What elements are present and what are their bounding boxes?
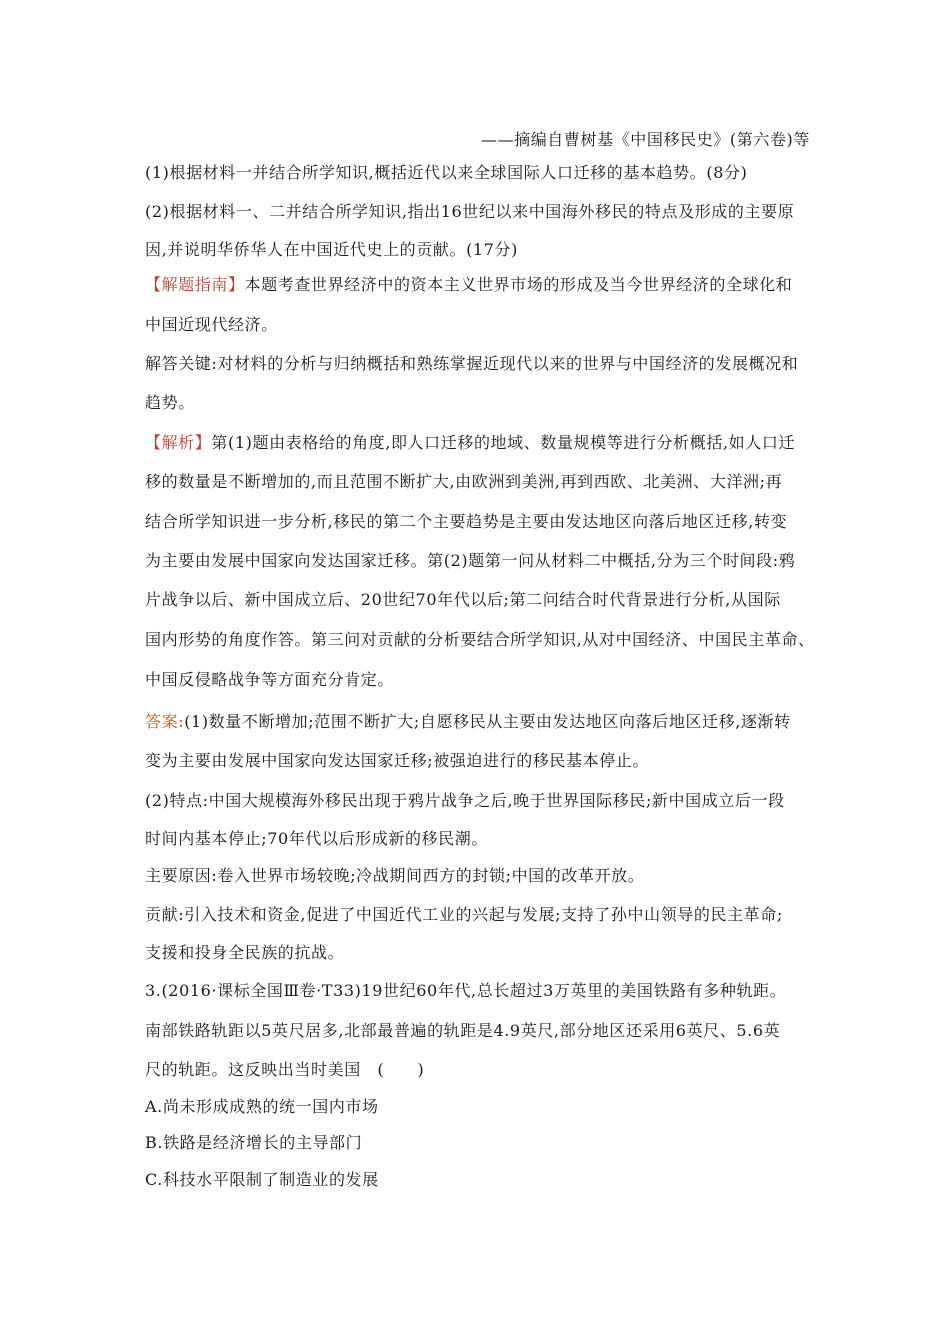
analysis-text-1: 第(1)题由表格给的角度,即人口迁移的地域、数量规模等进行分析概括,如人口迁 xyxy=(211,433,796,452)
answer-line-2: 变为主要由发展中国家向发达国家迁移;被强迫进行的移民基本停止。 xyxy=(145,751,649,770)
answer-text-1: (1)数量不断增加;范围不断扩大;自愿移民从主要由发达地区向落后地区迁移,逐渐转 xyxy=(184,712,791,731)
answer-line-7: 支援和投身全民族的抗战。 xyxy=(145,943,345,962)
option-a: A.尚未形成成熟的统一国内市场 xyxy=(145,1097,379,1116)
guide-line-1 xyxy=(145,275,792,295)
analysis-label: 【解析】 xyxy=(145,433,212,452)
analysis-line-3: 结合所学知识进一步分析,移民的第二个主要趋势是主要由发达地区向落后地区迁移,转变 xyxy=(145,512,788,531)
question-3-line-2: 南部铁路轨距以5英尺居多,北部最普遍的轨距是4.9英尺,部分地区还采用6英尺、5.6英 xyxy=(145,1021,781,1040)
answer-line-3: (2)特点:中国大规模海外移民出现于鸦片战争之后,晚于世界国际移民;新中国成立后一段 xyxy=(145,791,785,810)
question-1: (1)根据材料一并结合所学知识,概括近代以来全球国际人口迁移的基本趋势。(8分) xyxy=(145,163,748,182)
question-3-line-1: 3.(2016·课标全国Ⅲ卷·T33)19世纪60年代,总长超过3万英里的美国铁路有多种轨距。 xyxy=(145,981,787,1000)
analysis-line-5: 片战争以后、新中国成立后、20世纪70年代以后;第二问结合时代背景进行分析,从国际 xyxy=(145,590,781,609)
answer-line-5: 主要原因:卷入世界市场较晚;冷战期间西方的封锁;中国的改革开放。 xyxy=(145,866,645,885)
answer-line-4: 时间内基本停止;70年代以后形成新的移民潮。 xyxy=(145,829,488,848)
guide-line-2: 中国近现代经济。 xyxy=(145,315,278,334)
guide-label: 【解题指南】 xyxy=(145,275,245,294)
answer-line-6: 贡献:引入技术和资金,促进了中国近代工业的兴起与发展;支持了孙中山领导的民主革命; xyxy=(145,905,783,924)
answer-line-1 xyxy=(145,712,791,732)
source-citation: ——摘编自曹树基《中国移民史》(第六卷)等 xyxy=(480,130,810,149)
question-2-line-2: 因,并说明华侨华人在中国近代史上的贡献。(17分) xyxy=(145,240,518,259)
question-3-line-3: 尺的轨距。这反映出当时美国 ( ) xyxy=(145,1060,425,1079)
option-c: C.科技水平限制了制造业的发展 xyxy=(145,1170,379,1189)
analysis-line-1 xyxy=(145,433,795,453)
guide-key-line-2: 趋势。 xyxy=(145,393,195,412)
analysis-line-2: 移的数量是不断增加的,而且范围不断扩大,由欧洲到美洲,再到西欧、北美洲、大洋洲;再 xyxy=(145,472,783,491)
analysis-line-4: 为主要由发展中国家向发达国家迁移。第(2)题第一问从材料二中概括,分为三个时间段:鸦 xyxy=(145,551,796,570)
option-b: B.铁路是经济增长的主导部门 xyxy=(145,1133,363,1152)
guide-key-line-1: 解答关键:对材料的分析与归纳概括和熟练掌握近现代以来的世界与中国经济的发展概况和 xyxy=(145,354,799,373)
guide-text-1: 本题考查世界经济中的资本主义世界市场的形成及当今世界经济的全球化和 xyxy=(244,275,793,294)
question-2-line-1: (2)根据材料一、二并结合所学知识,指出16世纪以来中国海外移民的特点及形成的主要原 xyxy=(145,202,795,221)
answer-label: 答案: xyxy=(145,712,185,731)
analysis-line-6: 国内形势的角度作答。第三问对贡献的分析要结合所学知识,从对中国经济、中国民主革命、 xyxy=(145,630,815,649)
analysis-line-7: 中国反侵略战争等方面充分肯定。 xyxy=(145,670,395,689)
